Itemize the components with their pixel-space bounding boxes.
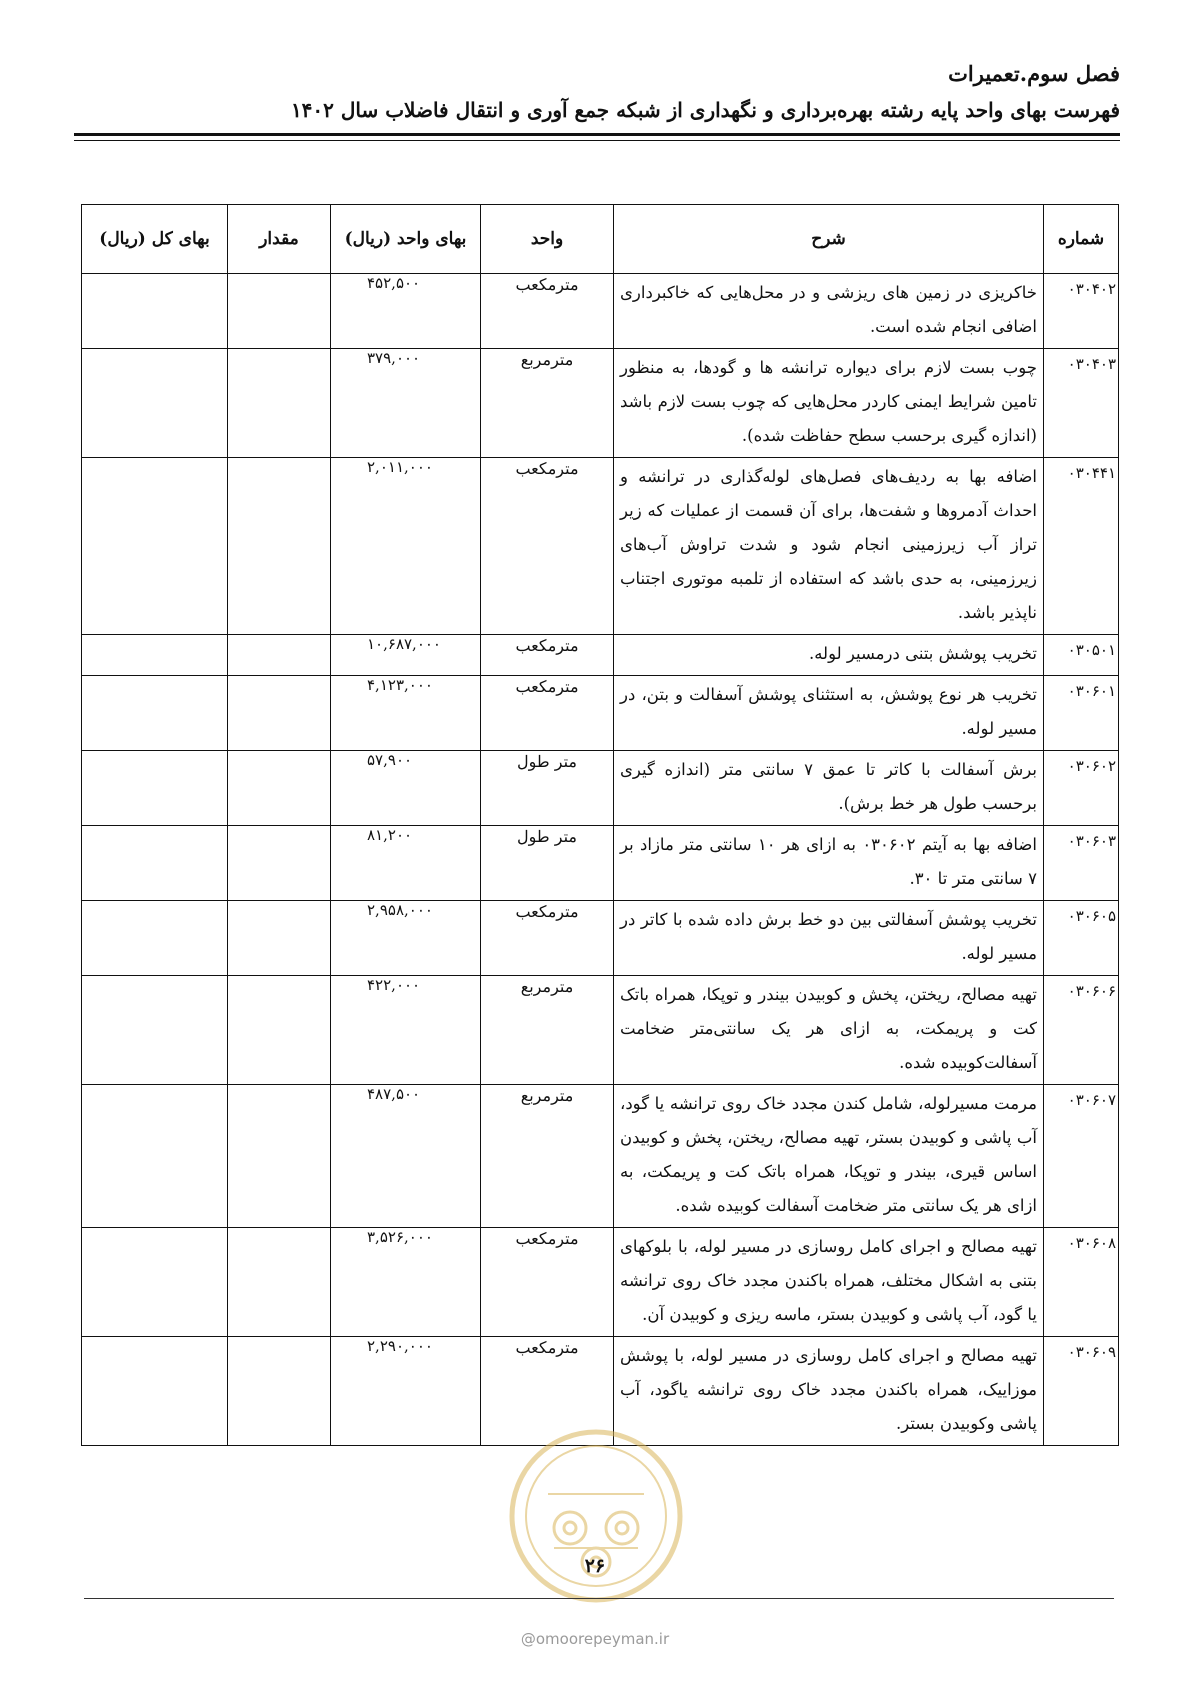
item-unit: مترمربع: [481, 1085, 614, 1228]
item-unit-price: ۴,۱۲۳,۰۰۰: [331, 676, 481, 751]
item-code: ۰۳۰۵۰۱: [1044, 635, 1119, 676]
item-quantity: [228, 274, 331, 349]
col-header-description: شرح: [614, 205, 1044, 274]
item-code: ۰۳۰۶۰۶: [1044, 976, 1119, 1085]
item-total: [82, 901, 228, 976]
table-row: [82, 1085, 1119, 1228]
item-unit: مترمکعب: [481, 676, 614, 751]
item-unit: مترمکعب: [481, 1337, 614, 1446]
item-total: [82, 1085, 228, 1228]
item-quantity: [228, 826, 331, 901]
item-description: خاکریزی در زمین های ریزشی و در محل‌هایی که خاکبرداری اضافی انجام شده است.: [614, 274, 1044, 349]
item-unit: مترمکعب: [481, 458, 614, 635]
item-total: [82, 1228, 228, 1337]
document-title: فهرست بهای واحد پایه رشته بهره‌برداری و نگهداری از شبکه جمع آوری و انتقال فاضلاب سال ۱۴۰۲: [290, 98, 1120, 122]
table-row: [82, 676, 1119, 751]
item-unit-price: ۱۰,۶۸۷,۰۰۰: [331, 635, 481, 676]
watermark-logo-icon: [508, 1428, 684, 1604]
item-code: ۰۳۰۶۰۲: [1044, 751, 1119, 826]
item-unit-price: ۸۱,۲۰۰: [331, 826, 481, 901]
item-unit-price: ۵۷,۹۰۰: [331, 751, 481, 826]
table-row: [82, 349, 1119, 458]
item-quantity: [228, 1228, 331, 1337]
item-unit: مترمکعب: [481, 274, 614, 349]
item-description: اضافه بها به آیتم ۰۳۰۶۰۲ به ازای هر ۱۰ سانتی متر مازاد بر ۷ سانتی متر تا ۳۰.: [614, 826, 1044, 901]
table-row: [82, 1228, 1119, 1337]
item-description: تخریب پوشش بتنی درمسیر لوله.: [614, 635, 1044, 676]
item-total: [82, 458, 228, 635]
page-header: [74, 58, 1120, 126]
col-header-quantity: مقدار: [228, 205, 331, 274]
item-unit: مترمکعب: [481, 635, 614, 676]
item-total: [82, 635, 228, 676]
item-description: تهیه مصالح و اجرای کامل روسازی در مسیر لوله، با بلوکهای بتنی به اشکال مختلف، همراه باکندن مجدد خاک روی ترانشه یا گود، آب پاشی و کوبیدن بستر، ماسه ریزی و کوبیدن آن.: [614, 1228, 1044, 1337]
item-code: ۰۳۰۶۰۹: [1044, 1337, 1119, 1446]
website-watermark: @omoorepeyman.ir: [520, 1630, 670, 1648]
table-row: [82, 635, 1119, 676]
table-row: [82, 274, 1119, 349]
item-unit-price: ۳۷۹,۰۰۰: [331, 349, 481, 458]
item-unit: مترمربع: [481, 349, 614, 458]
item-code: ۰۳۰۶۰۳: [1044, 826, 1119, 901]
item-code: ۰۳۰۶۰۷: [1044, 1085, 1119, 1228]
table-header-row: [82, 205, 1119, 274]
item-unit: مترمربع: [481, 976, 614, 1085]
item-quantity: [228, 976, 331, 1085]
item-unit: مترمکعب: [481, 901, 614, 976]
col-header-code: شماره: [1044, 205, 1119, 274]
col-header-unit-price: بهای واحد (ریال): [331, 205, 481, 274]
item-unit: مترمکعب: [481, 1228, 614, 1337]
item-quantity: [228, 349, 331, 458]
item-unit: متر طول: [481, 751, 614, 826]
table-row: [82, 901, 1119, 976]
item-description: تهیه مصالح و اجرای کامل روسازی در مسیر لوله، با پوشش موزاییک، همراه باکندن مجدد خاک روی ترانشه یاگود، آب پاشی وکوبیدن بستر.: [614, 1337, 1044, 1446]
item-code: ۰۳۰۴۴۱: [1044, 458, 1119, 635]
item-description: تهیه مصالح، ریختن، پخش و کوبیدن بیندر و توپکا، همراه باتک کت و پریمکت، به ازای هر یک سانتی‌متر ضخامت آسفالت‌کوبیده شده.: [614, 976, 1044, 1085]
chapter-title: فصل سوم.تعمیرات: [948, 61, 1120, 86]
item-description: چوب بست لازم برای دیواره ترانشه ها و گودها، به منظور تامین شرایط ایمنی کاردر محل‌هایی که چوب بست لازم باشد (اندازه گیری برحسب سطح حفاظت شده).: [614, 349, 1044, 458]
item-unit-price: ۴۵۲,۵۰۰: [331, 274, 481, 349]
item-total: [82, 751, 228, 826]
header-rule-thin: [74, 140, 1120, 141]
item-unit-price: ۲,۲۹۰,۰۰۰: [331, 1337, 481, 1446]
item-quantity: [228, 1085, 331, 1228]
item-unit-price: ۴۸۷,۵۰۰: [331, 1085, 481, 1228]
item-total: [82, 349, 228, 458]
item-quantity: [228, 751, 331, 826]
item-unit: متر طول: [481, 826, 614, 901]
item-unit-price: ۲,۹۵۸,۰۰۰: [331, 901, 481, 976]
item-unit-price: ۲,۰۱۱,۰۰۰: [331, 458, 481, 635]
footer-rule: [84, 1598, 1114, 1599]
item-quantity: [228, 676, 331, 751]
item-quantity: [228, 901, 331, 976]
item-description: تخریب هر نوع پوشش، به استثنای پوشش آسفالت و بتن، در مسیر لوله.: [614, 676, 1044, 751]
item-code: ۰۳۰۴۰۳: [1044, 349, 1119, 458]
item-code: ۰۳۰۴۰۲: [1044, 274, 1119, 349]
item-total: [82, 274, 228, 349]
item-code: ۰۳۰۶۰۱: [1044, 676, 1119, 751]
item-total: [82, 976, 228, 1085]
table-row: [82, 826, 1119, 901]
price-list-table: [81, 204, 1119, 1446]
item-code: ۰۳۰۶۰۸: [1044, 1228, 1119, 1337]
col-header-total-price: بهای کل (ریال): [82, 205, 228, 274]
item-description: مرمت مسیرلوله، شامل کندن مجدد خاک روی ترانشه یا گود، آب پاشی و کوبیدن بستر، تهیه مصالح، ریختن، پخش و کوبیدن اساس قیری، بیندر و توپکا، همراه باتک کت و پریمکت، به ازای هر یک سانتی متر ضخامت آسفالت کوبیده شده.: [614, 1085, 1044, 1228]
page-number: ۲۶: [584, 1555, 606, 1577]
table-row: [82, 458, 1119, 635]
item-quantity: [228, 1337, 331, 1446]
col-header-unit: واحد: [481, 205, 614, 274]
item-unit-price: ۴۲۲,۰۰۰: [331, 976, 481, 1085]
item-quantity: [228, 635, 331, 676]
item-description: تخریب پوشش آسفالتی بین دو خط برش داده شده با کاتر در مسیر لوله.: [614, 901, 1044, 976]
item-total: [82, 1337, 228, 1446]
item-description: اضافه بها به ردیف‌های فصل‌های لوله‌گذاری در ترانشه و احداث آدمروها و شفت‌ها، برای آن قسمت از عملیات که زیر تراز آب زیرزمینی انجام شود و شدت تراوش آب‌های زیرزمینی، به حدی باشد که استفاده از تلمبه موتوری اجتناب ناپذیر باشد.: [614, 458, 1044, 635]
table-row: [82, 976, 1119, 1085]
item-code: ۰۳۰۶۰۵: [1044, 901, 1119, 976]
item-total: [82, 826, 228, 901]
table-row: [82, 751, 1119, 826]
item-quantity: [228, 458, 331, 635]
header-rule-thick: [74, 133, 1120, 136]
item-description: برش آسفالت با کاتر تا عمق ۷ سانتی متر (اندازه گیری برحسب طول هر خط برش).: [614, 751, 1044, 826]
item-total: [82, 676, 228, 751]
item-unit-price: ۳,۵۲۶,۰۰۰: [331, 1228, 481, 1337]
